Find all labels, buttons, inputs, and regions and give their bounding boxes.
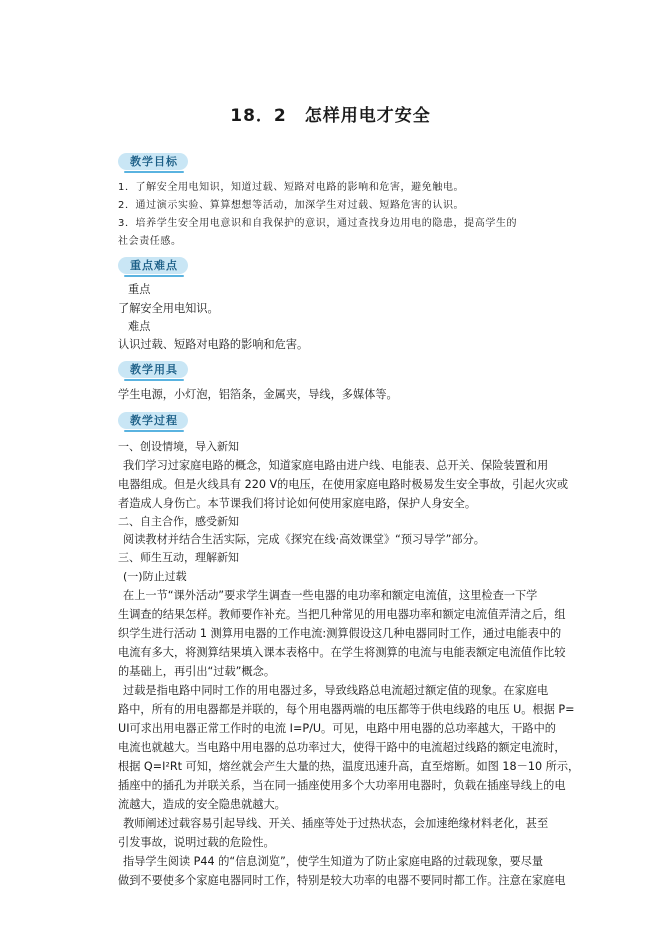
paragraph-line: 路中，所有的用电器都是并联的，每个用电器两端的电压都等于供电线路的电压 U。根据 P=	[118, 703, 575, 716]
paragraph-line: 的基础上，再引出“过载”概念。	[118, 665, 276, 678]
objective-line: 2．通过演示实验、算算想想等活动，加深学生对过载、短路危害的认识。	[118, 200, 465, 211]
paragraph-line: 在上一节“课外活动”要求学生调查一些电器的电功率和额定电流值，这里检查一下学	[123, 589, 538, 602]
paragraph-line: 电流也就越大。当电路中用电器的总功率过大，使得干路中的电流超过线路的额定电流时，	[118, 741, 566, 754]
paragraph-line: 根据 Q=I²Rt 可知，熔丝就会产生大量的热，温度迅速升高，直至熔断。如图 18－10 所示，	[118, 760, 580, 773]
difficulty-label: 难点	[128, 320, 151, 333]
paragraph-line: 生调查的结果怎样。教师要作补充。当把几种常见的用电器功率和额定电流值弄清之后，组	[118, 608, 566, 621]
process-heading: 三、师生互动，理解新知	[118, 551, 239, 564]
difficulty-text: 认识过载、短路对电路的影响和危害。	[118, 338, 309, 351]
paragraph-line: 做到不要使多个家庭电器同时工作，特别是较大功率的电器不要同时都工作。注意在家庭电	[118, 874, 566, 887]
process-subheading: (一)防止过载	[123, 570, 187, 583]
section-badge-tools: 教学用具	[118, 361, 188, 378]
paragraph-line: 阅读教材并结合生活实际，完成《探究在线·高效课堂》“预习导学”部分。	[123, 533, 485, 546]
section-badge-objectives: 教学目标	[118, 153, 188, 170]
paragraph-line: 流越大，造成的安全隐患就越大。	[118, 798, 286, 811]
process-heading: 二、自主合作，感受新知	[118, 515, 239, 528]
paragraph-line: 织学生进行活动 1 测算用电器的工作电流:测算假设这几种电器同时工作，通过电能表中的	[118, 627, 562, 640]
section-badge-process: 教学过程	[118, 412, 188, 429]
paragraph-line: 过载是指电路中同时工作的用电器过多，导致线路总电流超过额定值的现象。在家庭电	[123, 684, 549, 697]
objective-line: 社会责任感。	[118, 236, 182, 247]
keypoint-text: 了解安全用电知识。	[118, 302, 219, 315]
paragraph-line: 我们学习过家庭电路的概念，知道家庭电路由进户线、电能表、总开关、保险装置和用	[123, 459, 549, 472]
section-badge-keypoints: 重点难点	[118, 257, 188, 274]
tools-text: 学生电源，小灯泡，铝箔条，金属夹，导线，多媒体等。	[118, 388, 398, 401]
process-heading: 一、创设情境，导入新知	[118, 440, 239, 453]
paragraph-line: 教师阐述过载容易引起导线、开关、插座等处于过热状态，会加速绝缘材料老化，甚至	[123, 817, 549, 830]
paragraph-line: 电流有多大，将测算结果填入课本表格中。在学生将测算的电流与电能表额定电流值作比较	[118, 646, 566, 659]
paragraph-line: 者造成人身伤亡。本节课我们将讨论如何使用家庭电路，保护人身安全。	[118, 497, 477, 510]
paragraph-line: 引发事故，说明过载的危险性。	[118, 836, 275, 849]
page-title: 18．2 怎样用电才安全	[230, 106, 431, 126]
objective-line: 3．培养学生安全用电意识和自我保护的意识，通过查找身边用电的隐患，提高学生的	[118, 218, 518, 229]
paragraph-line: 电器组成。但是火线具有 220 V的电压，在使用家庭电路时极易发生安全事故，引起火灾或	[118, 478, 569, 491]
paragraph-line: UI可求出用电器正常工作时的电流 I=P/U。可见，电路中用电器的总功率越大，干路中的	[118, 722, 556, 735]
paragraph-line: 指导学生阅读 P44 的“信息浏览”，使学生知道为了防止家庭电路的过载现象，要尽量	[123, 855, 544, 868]
keypoint-label: 重点	[128, 283, 151, 296]
objective-line: 1．了解安全用电知识，知道过载、短路对电路的影响和危害，避免触电。	[118, 182, 465, 193]
paragraph-line: 插座中的插孔为并联关系，当在同一插座使用多个大功率用电器时，负载在插座导线上的电	[118, 779, 566, 792]
